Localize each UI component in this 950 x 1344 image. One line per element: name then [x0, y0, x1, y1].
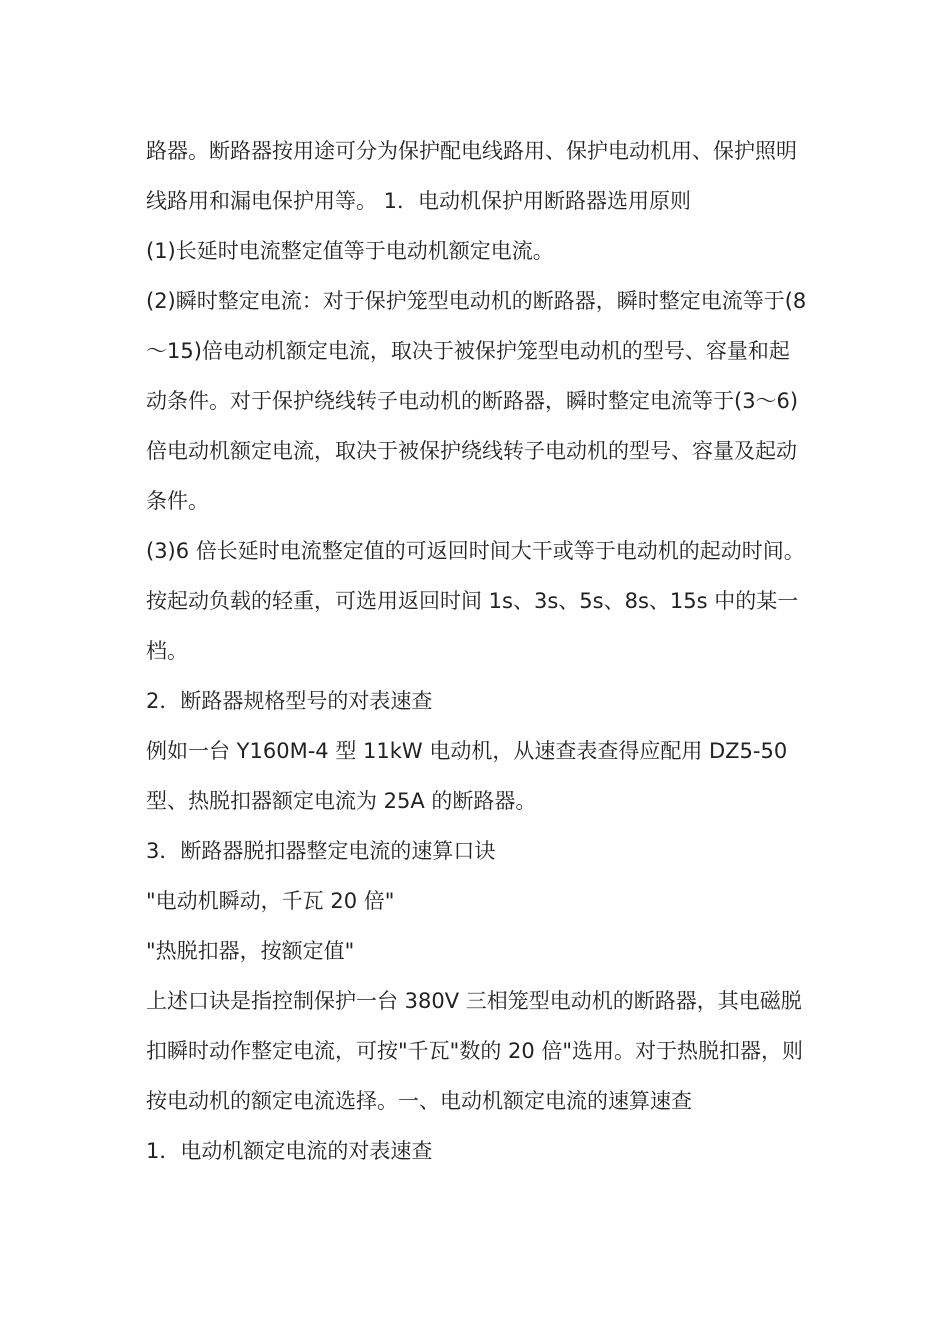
heading-subsection-1: 1．电动机额定电流的对表速查 [146, 1139, 433, 1163]
paragraph-rule-1: (1)长延时电流整定值等于电动机额定电流。 [146, 239, 554, 263]
paragraph-mnemonic-explanation: 上述口诀是指控制保护一台 380V 三相笼型电动机的断路器，其电磁脱扣瞬时动作整定电流，可按"千瓦"数的 20 倍"选用。对于热脱扣器，则按电动机的额定电流选择。一、电动机额定电流的速算速查 [146, 989, 804, 1113]
mnemonic-line-2: "热脱扣器，按额定值" [146, 939, 355, 963]
document-body [146, 126, 808, 1176]
heading-section-2: 2．断路器规格型号的对表速查 [146, 689, 433, 713]
paragraph-breaker-usage: 路器。断路器按用途可分为保护配电线路用、保护电动机用、保护照明线路用和漏电保护用等。 1．电动机保护用断路器选用原则 [146, 139, 797, 213]
mnemonic-line-1: "电动机瞬动，千瓦 20 倍" [146, 889, 395, 913]
paragraph-rule-3: (3)6 倍长延时电流整定值的可返回时间大干或等于电动机的起动时间。按起动负载的轻重，可选用返回时间 1s、3s、5s、8s、15s 中的某一档。 [146, 539, 805, 663]
heading-section-3: 3．断路器脱扣器整定电流的速算口诀 [146, 839, 496, 863]
paragraph-rule-2: (2)瞬时整定电流：对于保护笼型电动机的断路器，瞬时整定电流等于(8～15)倍电动机额定电流，取决于被保护笼型电动机的型号、容量和起动条件。对于保护绕线转子电动机的断路器，瞬时整定电流等于(3～6)倍电动机额定电流，取决于被保护绕线转子电动机的型号、容量及起动条件。 [146, 289, 807, 513]
paragraph-example: 例如一台 Y160M-4 型 11kW 电动机，从速查表查得应配用 DZ5-50 型、热脱扣器额定电流为 25A 的断路器。 [146, 739, 788, 813]
